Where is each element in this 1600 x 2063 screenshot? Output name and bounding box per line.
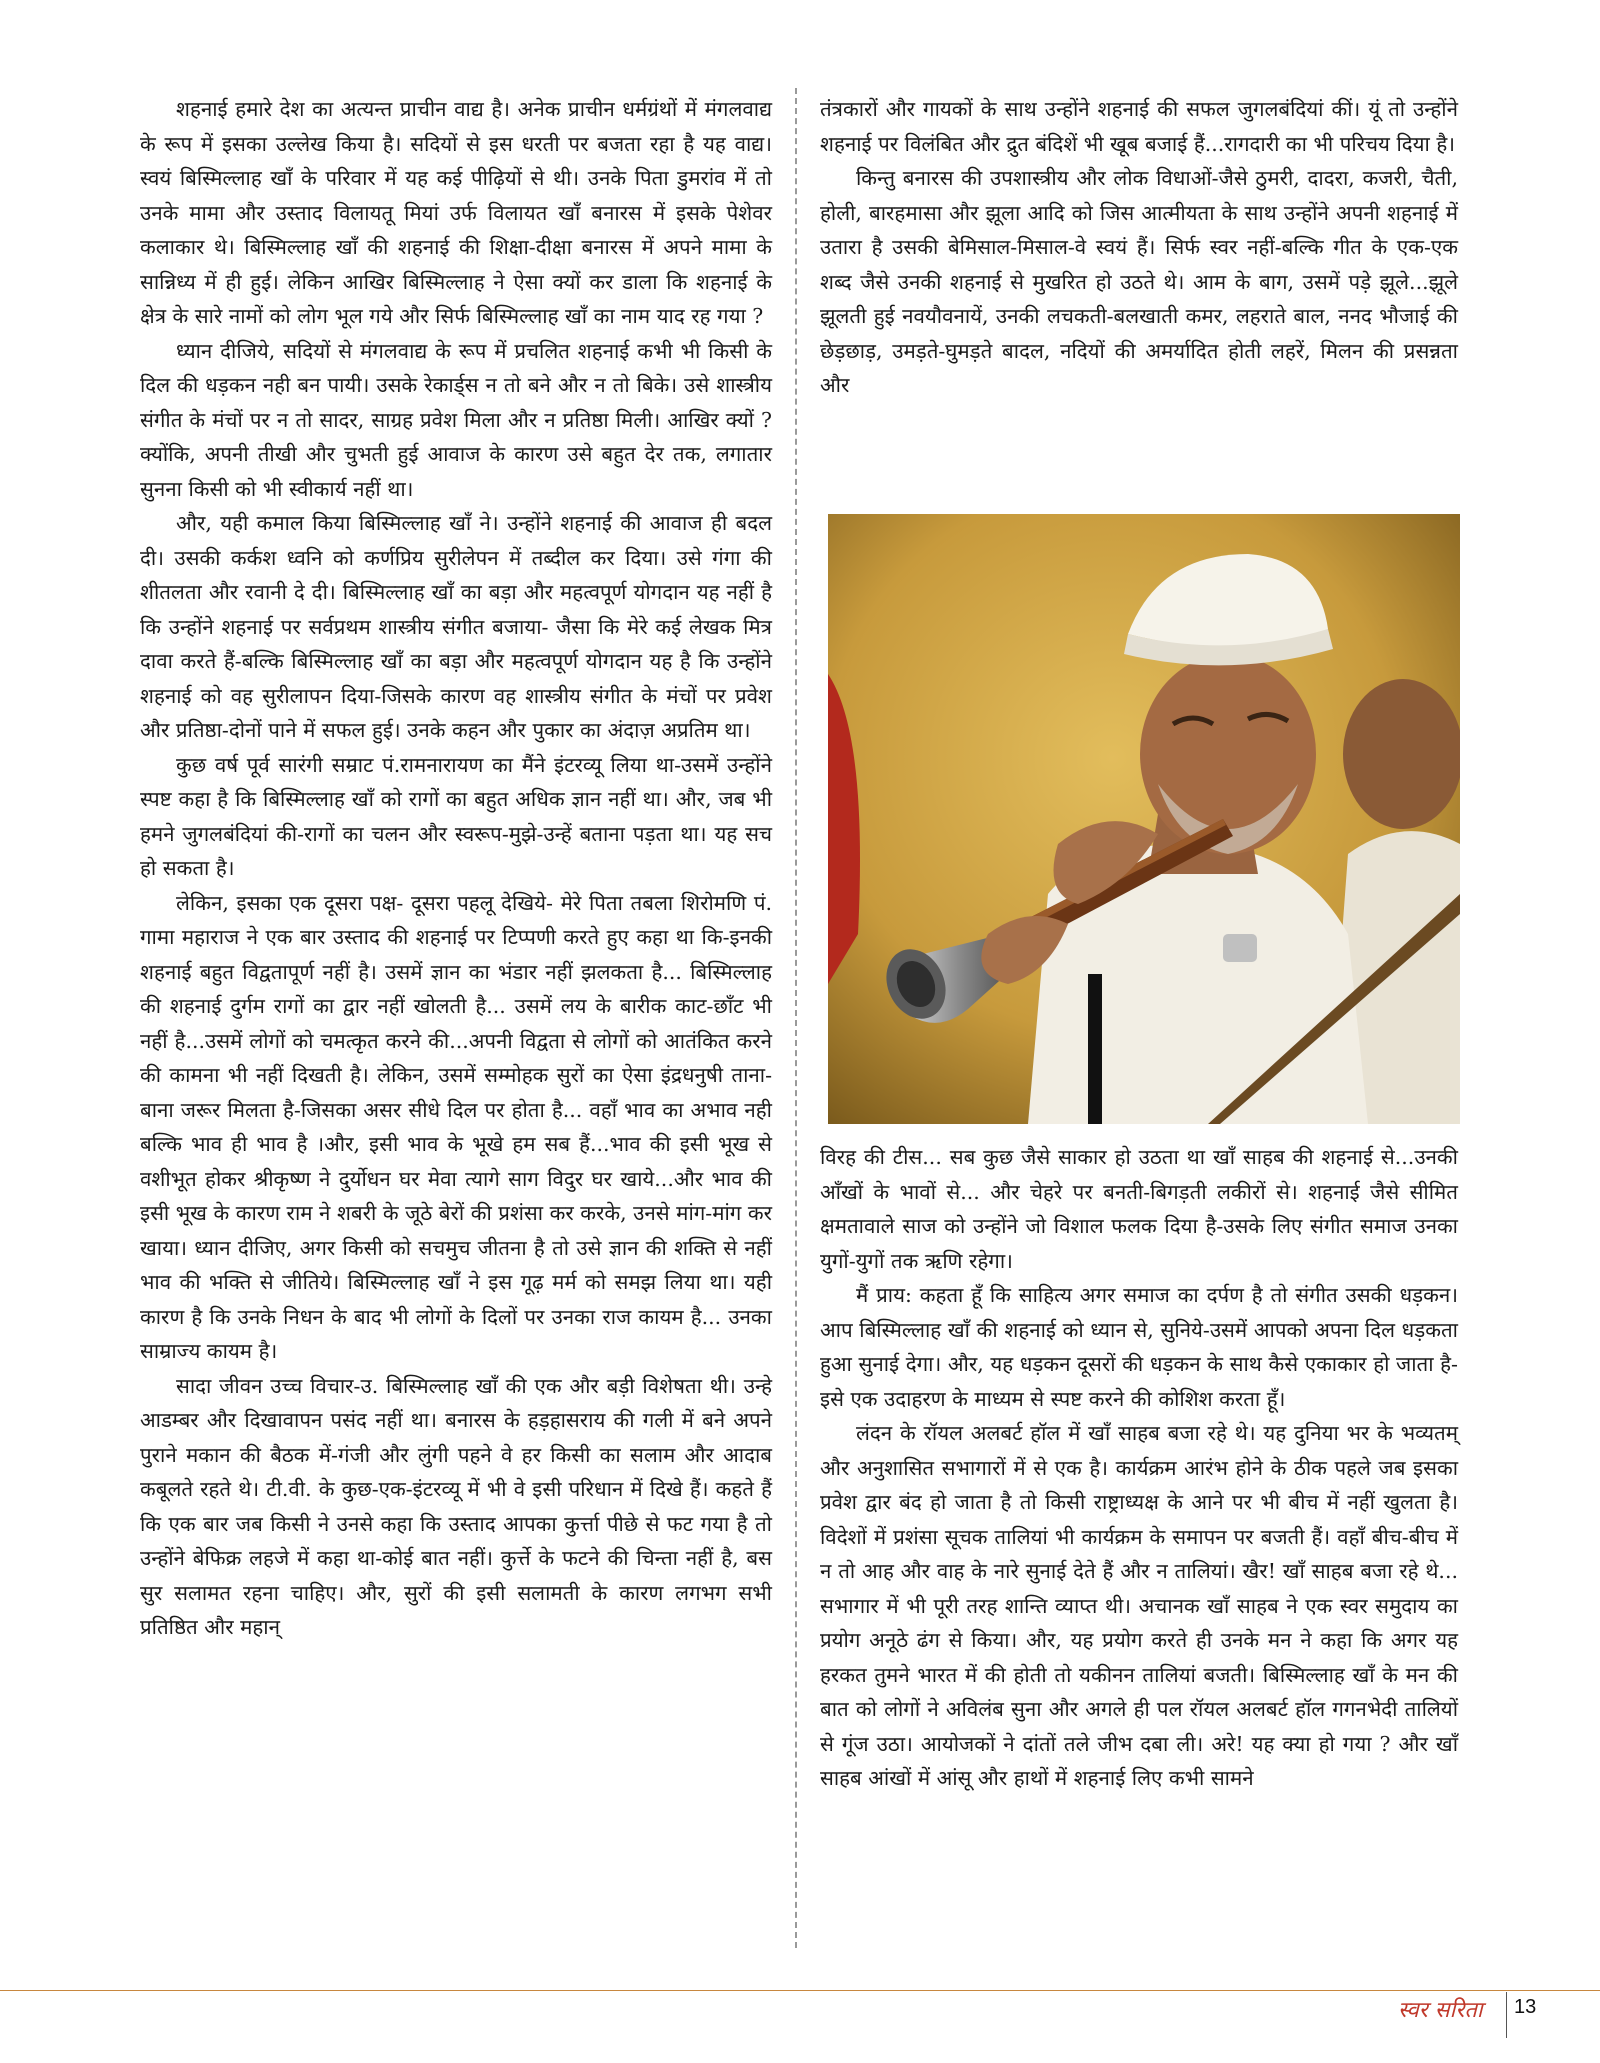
footer-rule [0, 1990, 1600, 1991]
article-right-column-bottom [820, 1140, 1458, 1796]
page-number: 13 [1514, 1996, 1537, 2018]
paragraph: किन्तु बनारस की उपशास्त्रीय और लोक विधाओं-जैसे ठुमरी, दादरा, कजरी, चैती, होली, बारहमासा और झूला आदि को जिस आत्मीयता के साथ उन्होंने अपनी शहनाई में उतारा है उसकी बेमिसाल-मिसाल-वे स्वयं हैं। सिर्फ स्वर नहीं-बल्कि गीत के एक-एक शब्द जैसे उनकी शहनाई से मुखरित हो उठते थे। आम के बाग, उसमें पड़े झूले...झूले झूलती हुई नवयौवनायें, उनकी लचकती-बलखाती कमर, लहराते बाल, ननद भौजाई की छेड़छाड़, उमड़ते-घुमड़ते बादल, नदियों की अमर्यादित होती लहरें, मिलन की प्रसन्नता और [820, 166, 1458, 397]
paragraph: ध्यान दीजिये, सदियों से मंगलवाद्य के रूप में प्रचलित शहनाई कभी भी किसी के दिल की धड़कन नही बन पायी। उसके रेकार्ड्स न तो बने और न तो बिके। उसे शास्त्रीय संगीत के मंचों पर न तो सादर, साग्रह प्रवेश मिला और न प्रतिष्ठा मिली। आखिर क्यों ? क्योंकि, अपनी तीखी और चुभती हुई आवाज के कारण उसे बहुत देर तक, लगातार सुनना किसी को भी स्वीकार्य नहीं था। [140, 338, 772, 501]
magazine-logo: स्वर सरिता [1398, 1998, 1483, 2023]
paragraph: और, यही कमाल किया बिस्मिल्लाह खाँ ने। उन्होंने शहनाई की आवाज ही बदल दी। उसकी कर्कश ध्वनि को कर्णप्रिय सुरीलेपन में तब्दील कर दिया। उसे गंगा की शीतलता और रवानी दे दी। बिस्मिल्लाह खाँ का बड़ा और महत्वपूर्ण योगदान यह नहीं है कि उन्होंने शहनाई पर सर्वप्रथम शास्त्रीय संगीत बजाया- जैसा कि मेरे कई लेखक मित्र दावा करते हैं-बल्कि बिस्मिल्लाह खाँ का बड़ा और महत्वपूर्ण योगदान यह है कि उन्होंने शहनाई को वह सुरीलापन दिया-जिसके कारण वह शास्त्रीय संगीत के मंचों पर प्रवेश और प्रतिष्ठा-दोनों पाने में सफल हुई। उनके कहन और पुकार का अंदाज़ अप्रतिम था। [140, 511, 772, 742]
paragraph: लेकिन, इसका एक दूसरा पक्ष- दूसरा पहलू देखिये- मेरे पिता तबला शिरोमणि पं. गामा महाराज ने एक बार उस्ताद की शहनाई पर टिप्पणी करते हुए कहा था कि-इनकी शहनाई बहुत विद्वतापूर्ण नहीं है। उसमें ज्ञान का भंडार नहीं झलकता है... बिस्मिल्लाह की शहनाई दुर्गम रागों का द्वार नहीं खोलती है... उसमें लय के बारीक काट-छाँट भी नहीं है...उसमें लोगों को चमत्कृत करने की...अपनी विद्वता से लोगों को आतंकित करने की कामना भी नहीं दिखती है। लेकिन, उसमें सम्मोहक सुरों का ऐसा इंद्रधनुषी ताना-बाना जरूर मिलता है-जिसका असर सीधे दिल पर होता है... वहाँ भाव का अभाव नही बल्कि भाव ही भाव है ।और, इसी भाव के भूखे हम सब हैं...भाव की इसी भूख से वशीभूत होकर श्रीकृष्ण ने दुर्योधन घर मेवा त्यागे साग विदुर घर खाये...और भाव की इसी भूख के कारण राम ने शबरी के जूठे बेरों की प्रशंसा कर करके, उनसे मांग-मांग कर खाया। ध्यान दीजिए, अगर किसी को सचमुच जीतना है तो उसे ज्ञान की शक्ति से नहीं भाव की भक्ति से जीतिये। बिस्मिल्लाह खाँ ने इस गूढ़ मर्म को समझ लिया था। यही कारण है कि उनके निधन के बाद भी लोगों के दिलों पर उनका राज कायम है... उनका साम्राज्य कायम है। [140, 890, 772, 1363]
paragraph: कुछ वर्ष पूर्व सारंगी सम्राट पं.रामनारायण का मैंने इंटरव्यू लिया था-उसमें उन्होंने स्पष्ट कहा है कि बिस्मिल्लाह खाँ को रागों का बहुत अधिक ज्ञान नहीं था। और, जब भी हमने जुगलबंदियां की-रागों का चलन और स्वरूप-मुझे-उन्हें बताना पड़ता था। यह सच हो सकता है। [140, 752, 772, 880]
shehnai-player-photo [828, 514, 1460, 1124]
footer-separator [1506, 1992, 1507, 2038]
paragraph: मैं प्राय: कहता हूँ कि साहित्य अगर समाज का दर्पण है तो संगीत उसकी धड़कन। आप बिस्मिल्लाह खाँ की शहनाई को ध्यान से, सुनिये-उसमें आपको अपना दिल धड़कता हुआ सुनाई देगा। और, यह धड़कन दूसरों की धड़कन के साथ कैसे एकाकार हो जाता है-इसे एक उदाहरण के माध्यम से स्पष्ट करने की कोशिश करता हूँ। [820, 1283, 1458, 1411]
article-right-column-top [820, 92, 1458, 403]
paragraph: विरह की टीस... सब कुछ जैसे साकार हो उठता था खाँ साहब की शहनाई से...उनकी आँखों के भावों से... और चेहरे पर बनती-बिगड़ती लकीरों से। शहनाई जैसे सीमित क्षमतावाले साज को उन्होंने जो विशाल फलक दिया है-उसके लिए संगीत समाज उनका युगों-युगों तक ऋणि रहेगा। [820, 1145, 1458, 1273]
column-divider [795, 88, 797, 1948]
article-left-column [140, 92, 772, 1645]
paragraph: सादा जीवन उच्च विचार-उ. बिस्मिल्लाह खाँ की एक और बड़ी विशेषता थी। उन्हे आडम्बर और दिखावापन पसंद नहीं था। बनारस के हड़हासराय की गली में बने अपने पुराने मकान की बैठक में-गंजी और लुंगी पहने वे हर किसी का सलाम और आदाब कबूलते रहते थे। टी.वी. के कुछ-एक-इंटरव्यू में भी वे इसी परिधान में दिखे हैं। कहते हैं कि एक बार जब किसी ने उनसे कहा कि उस्ताद आपका कुर्त्ता पीछे से फट गया है तो उन्होंने बेफिक्र लहजे में कहा था-कोई बात नहीं। कुर्त्ते के फटने की चिन्ता नहीं है, बस सुर सलामत रहना चाहिए। और, सुरों की इसी सलामती के कारण लगभग सभी प्रतिष्ठित और महान् [140, 1373, 772, 1639]
paragraph: लंदन के रॉयल अलबर्ट हॉल में खाँ साहब बजा रहे थे। यह दुनिया भर के भव्यतम् और अनुशासित सभागारों में से एक है। कार्यक्रम आरंभ होने के ठीक पहले जब इसका प्रवेश द्वार बंद हो जाता है तो किसी राष्ट्राध्यक्ष के आने पर भी बीच में नहीं खुलता है। विदेशों में प्रशंसा सूचक तालियां भी कार्यक्रम के समापन पर बजती हैं। वहाँ बीच-बीच में न तो आह और वाह के नारे सुनाई देते हैं और न तालियां। खैर! खाँ साहब बजा रहे थे... सभागार में भी पूरी तरह शान्ति व्याप्त थी। अचानक खाँ साहब ने एक स्वर समुदाय का प्रयोग अनूठे ढंग से किया। और, यह प्रयोग करते ही उनके मन ने कहा कि अगर यह हरकत तुमने भारत में की होती तो यकीनन तालियां बजती। बिस्मिल्लाह खाँ के मन की बात को लोगों ने अविलंब सुना और अगले ही पल रॉयल अलबर्ट हॉल गगनभेदी तालियों से गूंज उठा। आयोजकों ने दांतों तले जीभ दबा ली। अरे! यह क्या हो गया ? और खाँ साहब आंखों में आंसू और हाथों में शहनाई लिए कभी सामने [820, 1421, 1458, 1790]
paragraph: तंत्रकारों और गायकों के साथ उन्होंने शहनाई की सफल जुगलबंदियां कीं। यूं तो उन्होंने शहनाई पर विलंबित और द्रुत बंदिशें भी खूब बजाई हैं...रागदारी का भी परिचय दिया है। [820, 97, 1458, 156]
paragraph: शहनाई हमारे देश का अत्यन्त प्राचीन वाद्य है। अनेक प्राचीन धर्मग्रंथों में मंगलवाद्य के रूप में इसका उल्लेख किया है। सदियों से इस धरती पर बजता रहा है यह वाद्य। स्वयं बिस्मिल्लाह खाँ के परिवार में यह कई पीढ़ियों से थी। उनके पिता डुमरांव में तो उनके मामा और उस्ताद विलायतू मियां उर्फ विलायत खाँ बनारस में इसके पेशेवर कलाकार थे। बिस्मिल्लाह खाँ की शहनाई की शिक्षा-दीक्षा बनारस में अपने मामा के सान्निध्य में ही हुई। लेकिन आखिर बिस्मिल्लाह ने ऐसा क्यों कर डाला कि शहनाई के क्षेत्र के सारे नामों को लोग भूल गये और सिर्फ बिस्मिल्लाह खाँ का नाम याद रह गया ? [140, 97, 772, 328]
